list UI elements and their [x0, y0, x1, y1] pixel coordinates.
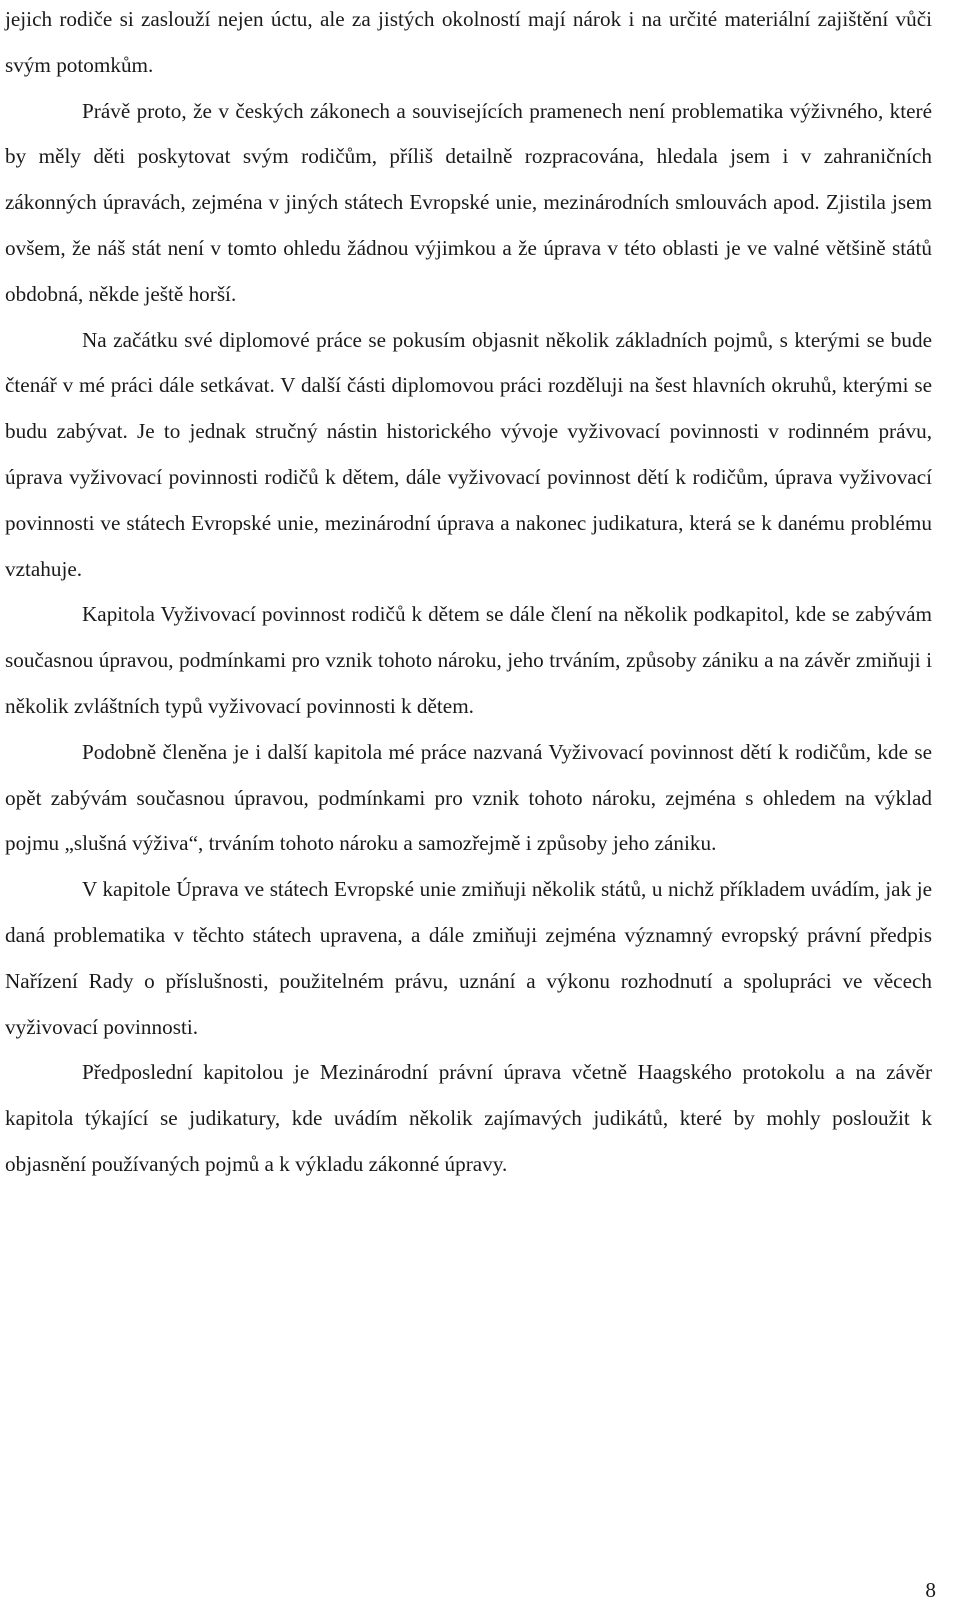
paragraph-chapter-international: Předposlední kapitolou je Mezinárodní právní úprava včetně Haagského protokolu a na závěr kapitola týkající se judikatury, kde uvádím několik zajímavých judikátů, které by mohly posloužit k objasnění používaných pojmů a k výkladu zákonné úpravy.	[5, 1060, 932, 1176]
paragraph-chapter-parents-to-children: Kapitola Vyživovací povinnost rodičů k dětem se dále člení na několik podkapitol, kde se zabývám současnou úpravou, podmínkami pro vznik tohoto nároku, jeho trváním, způsoby zániku a na závěr zmiňuji i několik zvláštních typů vyživovací povinnosti k dětem.	[5, 602, 932, 718]
paragraph-chapter-eu-states: V kapitole Úprava ve státech Evropské unie zmiňuji několik států, u nichž příkladem uvádím, jak je daná problematika v těchto státech upravena, a dále zmiňuji zejména významný evropský právní předpis Nařízení Rady o příslušnosti, použitelném právu, uznání a výkonu rozhodnutí a spolupráci ve věcech vyživovací povinnosti.	[5, 877, 932, 1039]
page-number: 8	[925, 1578, 936, 1602]
paragraph-motivation: Právě proto, že v českých zákonech a souvisejících pramenech není problematika výživného, které by měly děti poskytovat svým rodičům, příliš detailně rozpracována, hledala jsem i v zahraničních zákonných úpravách, zejména v jiných státech Evropské unie, mezinárodních smlouvách apod. Zjistila jsem ovšem, že náš stát není v tomto ohledu žádnou výjimkou a že úprava v této oblasti je ve valné většině států obdobná, někde ještě horší.	[5, 98, 932, 306]
document-body	[5, 0, 932, 1188]
paragraph-structure-overview: Na začátku své diplomové práce se pokusím objasnit několik základních pojmů, s kterými se bude čtenář v mé práci dále setkávat. V další části diplomovou práci rozděluji na šest hlavních okruhů, kterými se budu zabývat. Je to jednak stručný nástin historického vývoje vyživovací povinnosti v rodinném právu, úprava vyživovací povinnosti rodičů k dětem, dále vyživovací povinnost dětí k rodičům, úprava vyživovací povinnosti ve státech Evropské unie, mezinárodní úprava a nakonec judikatura, která se k danému problému vztahuje.	[5, 327, 932, 581]
paragraph-continuation: jejich rodiče si zaslouží nejen úctu, ale za jistých okolností mají nárok i na určité materiální zajištění vůči svým potomkům.	[5, 7, 932, 77]
paragraph-chapter-children-to-parents: Podobně členěna je i další kapitola mé práce nazvaná Vyživovací povinnost dětí k rodičům, kde se opět zabývám současnou úpravou, podmínkami pro vznik tohoto nároku, zejména s ohledem na výklad pojmu „slušná výživa“, trváním tohoto nároku a samozřejmě i způsoby jeho zániku.	[5, 739, 932, 856]
